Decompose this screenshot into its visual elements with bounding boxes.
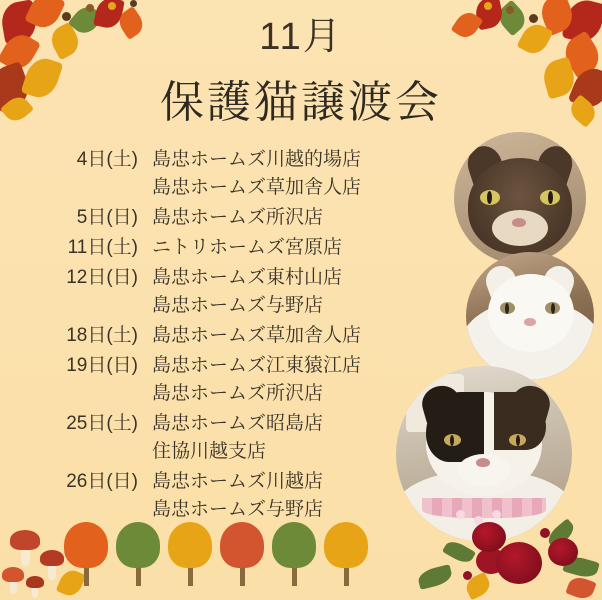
- mushroom-icon: [26, 576, 44, 598]
- schedule-date: 11日(土): [67, 237, 138, 258]
- tree-trunk: [84, 568, 89, 586]
- schedule-row: [34, 352, 434, 408]
- venue-name: 島忠ホームズ草加舎人店: [152, 177, 362, 198]
- schedule-venues: [152, 264, 434, 320]
- schedule-row: [34, 204, 434, 232]
- schedule-date: 5日(日): [76, 207, 138, 228]
- schedule-venues: [152, 146, 434, 202]
- white-cat-photo: [466, 252, 594, 380]
- tree-crown: [116, 522, 160, 568]
- schedule-venues: [152, 352, 434, 408]
- tree-trunk: [188, 568, 193, 586]
- mushroom-icon: [2, 567, 24, 594]
- schedule-row: [34, 322, 434, 350]
- schedule-date: 25日(土): [66, 413, 138, 434]
- schedule-venues: [152, 322, 434, 350]
- schedule-date: 19日(日): [66, 355, 138, 376]
- berry-icon: [506, 6, 514, 14]
- cat-head: [488, 274, 574, 352]
- berry-icon: [463, 571, 472, 580]
- venue-name: 島忠ホームズ与野店: [152, 295, 324, 316]
- venue-name: 島忠ホームズ江東猿江店: [152, 355, 362, 376]
- venue-name: ニトリホームズ宮原店: [152, 237, 343, 258]
- tree-trunk: [136, 568, 141, 586]
- mushroom-icon: [40, 550, 64, 580]
- venue-name: 島忠ホームズ与野店: [152, 499, 324, 520]
- leaf-icon: [56, 567, 87, 600]
- schedule-row: [34, 264, 434, 320]
- schedule-row: [34, 234, 434, 262]
- cat-pupil-right: [551, 303, 555, 314]
- tree-trunk: [344, 568, 349, 586]
- venue-name: 島忠ホームズ川越店: [152, 471, 324, 492]
- cat-muzzle: [492, 210, 548, 246]
- tortoiseshell-cat-photo: [454, 132, 586, 264]
- schedule-date: 18日(土): [66, 325, 138, 346]
- leaf-icon: [562, 554, 600, 581]
- mushroom-stem: [32, 588, 38, 598]
- berry-icon: [86, 4, 94, 12]
- schedule-row: [34, 468, 434, 524]
- berry-icon: [130, 0, 137, 7]
- poster-headline: 保護猫譲渡会: [160, 77, 442, 127]
- schedule-row: [34, 410, 434, 466]
- leaf-icon: [463, 572, 493, 600]
- mushroom-cap: [2, 567, 24, 582]
- cat-pupil-right: [548, 191, 553, 204]
- cat-pupil-right: [516, 435, 520, 446]
- calico-cat-photo: [396, 366, 572, 542]
- leaf-icon: [416, 564, 453, 590]
- tree-crown: [64, 522, 108, 568]
- tree-crown: [168, 522, 212, 568]
- schedule-date: 4日(土): [76, 149, 138, 170]
- tree-trunk: [292, 568, 297, 586]
- leaf-icon: [565, 574, 596, 600]
- tree-icon: [324, 522, 368, 586]
- mushroom-stem: [21, 550, 30, 566]
- schedule-date: 12日(日): [66, 267, 138, 288]
- tree-icon: [220, 522, 264, 586]
- collar-bead: [474, 516, 483, 525]
- cat-collar: [422, 498, 546, 518]
- tree-icon: [272, 522, 316, 586]
- schedule-venues: [152, 234, 434, 262]
- tree-trunk: [240, 568, 245, 586]
- cat-pupil-left: [505, 303, 509, 314]
- tree-crown: [324, 522, 368, 568]
- schedule-venues: [152, 410, 434, 466]
- cat-nose: [512, 218, 526, 227]
- tree-crown: [220, 522, 264, 568]
- collar-bead: [456, 510, 465, 519]
- venue-name: 島忠ホームズ草加舎人店: [152, 325, 362, 346]
- venue-name: 島忠ホームズ川越的場店: [152, 149, 362, 170]
- tree-icon: [64, 522, 108, 586]
- berry-icon: [484, 2, 492, 10]
- berry-icon: [108, 2, 116, 10]
- cat-pupil-left: [450, 435, 454, 446]
- venue-name: 島忠ホームズ所沢店: [152, 207, 324, 228]
- tree-icon: [116, 522, 160, 586]
- schedule-venues: [152, 468, 434, 524]
- event-schedule-list: [34, 146, 434, 526]
- poster-header: [0, 16, 602, 130]
- mushroom-stem: [48, 566, 56, 580]
- venue-name: 住協川越支店: [152, 441, 267, 462]
- mushroom-stem: [10, 582, 17, 594]
- mushroom-cap: [10, 530, 40, 550]
- mushroom-cap: [40, 550, 64, 566]
- schedule-venues: [152, 204, 434, 232]
- cat-nose: [476, 458, 490, 467]
- cat-nose: [524, 318, 536, 326]
- schedule-row: [34, 146, 434, 202]
- rose-petal: [476, 548, 506, 574]
- rose-icon: [496, 542, 542, 584]
- venue-name: 島忠ホームズ所沢店: [152, 383, 324, 404]
- schedule-date: 26日(日): [66, 471, 138, 492]
- rose-icon: [548, 538, 578, 566]
- month-title: 11月: [259, 16, 343, 58]
- collar-bead: [492, 510, 501, 519]
- cat-pupil-left: [487, 191, 492, 204]
- mushroom-icon: [10, 530, 40, 566]
- tree-icon: [168, 522, 212, 586]
- venue-name: 島忠ホームズ昭島店: [152, 413, 324, 434]
- mushroom-cap: [26, 576, 44, 588]
- venue-name: 島忠ホームズ東村山店: [152, 267, 343, 288]
- tree-crown: [272, 522, 316, 568]
